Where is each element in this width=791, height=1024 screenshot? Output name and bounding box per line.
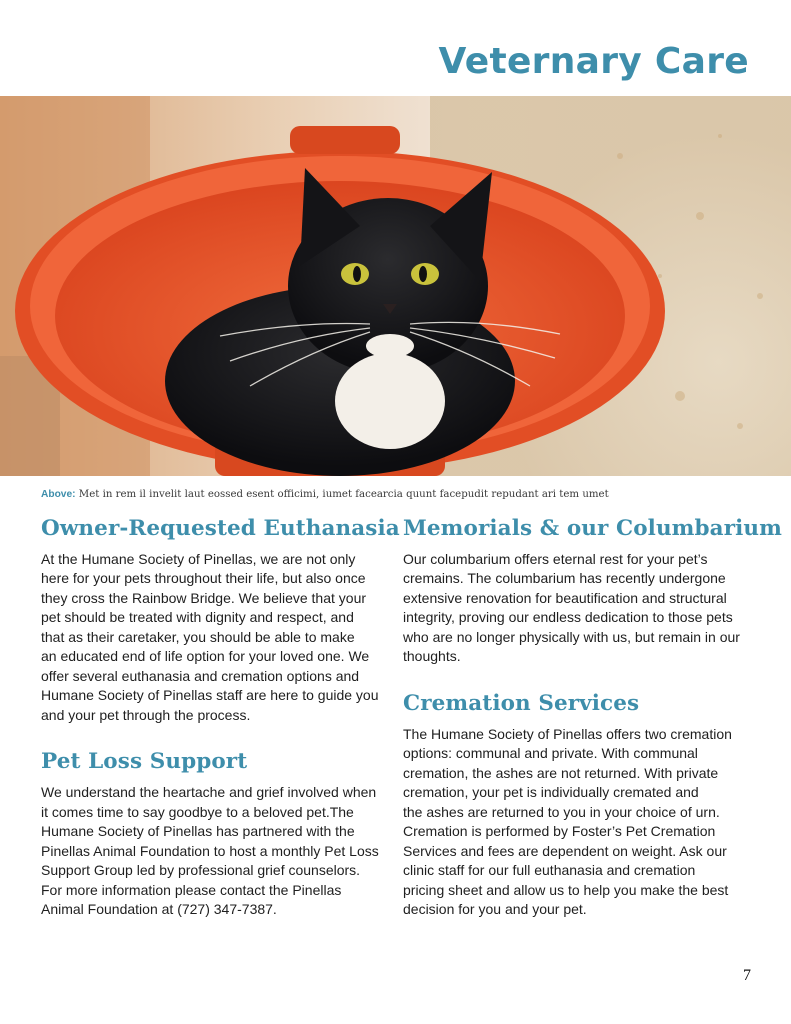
body-line: they cross the Rainbow Bridge. We believe that your bbox=[41, 589, 367, 606]
body-line: it comes time to say goodbye to a beloved pet.The bbox=[41, 803, 354, 820]
section-heading: Owner-Requested Euthanasia bbox=[41, 516, 400, 541]
body-line: offer several euthanasia and cremation options and bbox=[41, 667, 360, 684]
page-number: 7 bbox=[743, 967, 751, 984]
body-line: the ashes are returned to you in your choice of urn. bbox=[403, 803, 720, 820]
caption-label: Above: bbox=[41, 489, 76, 500]
body-line: pricing sheet and allow us to help you make the best bbox=[403, 881, 729, 898]
body-line: clinic staff for our full euthanasia and cremation bbox=[403, 862, 696, 879]
photo-caption bbox=[41, 489, 761, 500]
body-line: cremation, your pet is individually cremated and bbox=[403, 784, 699, 801]
body-line: Our columbarium offers eternal rest for your pet’s bbox=[403, 550, 708, 567]
body-line: an educated end of life option for your loved one. We bbox=[41, 648, 370, 665]
body-line: decision for you and your pet. bbox=[403, 901, 587, 918]
body-line: At the Humane Society of Pinellas, we are not only bbox=[41, 550, 356, 567]
body-line: that as their caretaker, you should be able to make bbox=[41, 628, 355, 645]
body-line: extensive renovation for beautification and structural bbox=[403, 589, 727, 606]
cat-photo bbox=[0, 96, 791, 476]
section-heading: Pet Loss Support bbox=[41, 749, 248, 775]
cat-photo-illustration bbox=[0, 96, 791, 476]
body-line: The Humane Society of Pinellas offers two cremation bbox=[403, 725, 732, 742]
body-line: and your pet through the process. bbox=[41, 706, 251, 723]
body-line: here for your pets throughout their life, but also once bbox=[41, 570, 366, 587]
page-title: Veternary Care bbox=[438, 41, 749, 82]
caption-text: Met in rem il invelit laut eossed esent officimi, iumet facearcia quunt facepudit repudant ari tem umet bbox=[78, 489, 609, 500]
section-euthanasia bbox=[41, 516, 400, 725]
section-body bbox=[403, 725, 748, 920]
body-line: Humane Society of Pinellas has partnered with the bbox=[41, 823, 355, 840]
body-line: Humane Society of Pinellas staff are here to guide you bbox=[41, 687, 379, 704]
body-line: Cremation is performed by Foster’s Pet Cremation bbox=[403, 823, 716, 840]
body-line: Services and fees are dependent on weight. Ask our bbox=[403, 842, 727, 859]
section-heading: Cremation Services bbox=[403, 690, 640, 716]
section-memorials bbox=[403, 516, 782, 667]
body-line: Animal Foundation at (727) 347-7387. bbox=[41, 901, 277, 918]
body-line: Pinellas Animal Foundation to host a monthly Pet Loss bbox=[41, 842, 379, 859]
section-heading: Memorials & our Columbarium bbox=[403, 516, 782, 541]
body-line: who are no longer physically with us, but remain in our bbox=[403, 628, 740, 645]
body-line: integrity, proving our endless dedication to those pets bbox=[403, 609, 733, 626]
body-line: We understand the heartache and grief involved when bbox=[41, 784, 377, 801]
section-body bbox=[41, 550, 386, 726]
left-column bbox=[41, 516, 400, 920]
section-pet-loss bbox=[41, 749, 386, 919]
body-line: pet should be treated with dignity and respect, and bbox=[41, 609, 354, 626]
body-line: Support Group led by professional grief counselors. bbox=[41, 862, 361, 879]
section-body bbox=[403, 550, 748, 667]
body-line: cremation, the ashes are not returned. With private bbox=[403, 764, 719, 781]
right-column bbox=[403, 516, 782, 920]
body-line: options: communal and private. With communal bbox=[403, 745, 698, 762]
body-line: For more information please contact the Pinellas bbox=[41, 881, 342, 898]
section-cremation bbox=[403, 691, 748, 920]
body-line: thoughts. bbox=[403, 648, 461, 665]
section-body bbox=[41, 783, 386, 920]
body-line: cremains. The columbarium has recently undergone bbox=[403, 570, 726, 587]
